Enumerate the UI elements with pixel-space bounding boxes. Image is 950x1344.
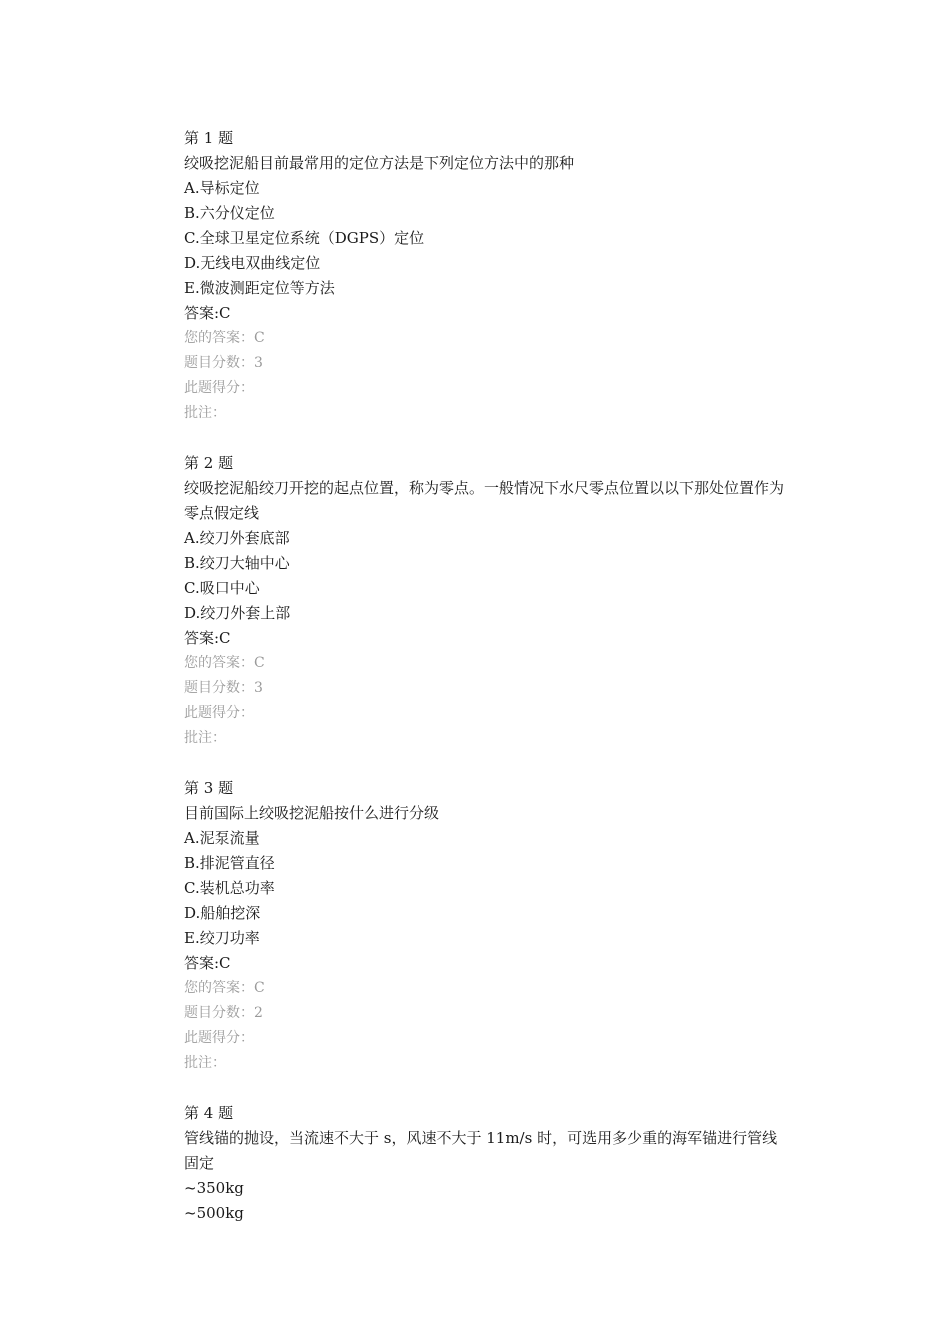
question-heading: 第 1 题: [184, 129, 234, 147]
option-b: B.排泥管直径: [184, 854, 275, 872]
question-comment: 批注：: [184, 730, 226, 746]
option-b: B.绞刀大轴中心: [184, 554, 290, 572]
question-score: 此题得分：: [184, 380, 254, 396]
question-4: [184, 1101, 784, 1226]
question-1: [184, 126, 784, 426]
your-answer: 您的答案：C: [184, 330, 265, 346]
question-heading: 第 2 题: [184, 454, 234, 472]
question-score: 此题得分：: [184, 705, 254, 721]
your-answer: 您的答案：C: [184, 655, 265, 671]
option-a: A.泥泵流量: [184, 829, 260, 847]
option-a: A.导标定位: [184, 179, 260, 197]
question-points: 题目分数：2: [184, 1005, 263, 1021]
question-2: [184, 451, 784, 751]
question-stem: 目前国际上绞吸挖泥船按什么进行分级: [184, 804, 440, 822]
option-e: E.微波测距定位等方法: [184, 279, 335, 297]
option-b: B.六分仪定位: [184, 204, 275, 222]
correct-answer: 答案:C: [184, 304, 231, 322]
question-heading: 第 4 题: [184, 1104, 234, 1122]
option-d: D.无线电双曲线定位: [184, 254, 321, 272]
option-e: E.绞刀功率: [184, 929, 260, 947]
question-3: [184, 776, 784, 1076]
question-score: 此题得分：: [184, 1030, 254, 1046]
your-answer: 您的答案：C: [184, 980, 265, 996]
correct-answer: 答案:C: [184, 629, 231, 647]
question-comment: 批注：: [184, 1055, 226, 1071]
question-stem: 管线锚的抛设，当流速不大于 s，风速不大于 11m/s 时，可选用多少重的海军锚进行管线固定: [184, 1129, 778, 1172]
correct-answer: 答案:C: [184, 954, 231, 972]
option-1: ~350kg: [184, 1179, 244, 1197]
question-stem: 绞吸挖泥船目前最常用的定位方法是下列定位方法中的那种: [184, 154, 575, 172]
option-d: D.绞刀外套上部: [184, 604, 291, 622]
option-d: D.船舶挖深: [184, 904, 261, 922]
question-points: 题目分数：3: [184, 355, 263, 371]
option-c: C.装机总功率: [184, 879, 275, 897]
question-points: 题目分数：3: [184, 680, 263, 696]
option-c: C.全球卫星定位系统（DGPS）定位: [184, 229, 425, 247]
option-a: A.绞刀外套底部: [184, 529, 290, 547]
question-heading: 第 3 题: [184, 779, 234, 797]
option-2: ~500kg: [184, 1204, 244, 1222]
question-stem: 绞吸挖泥船绞刀开挖的起点位置，称为零点。一般情况下水尺零点位置以以下那处位置作为零点假定线: [184, 479, 785, 522]
exam-document: [184, 126, 784, 1251]
question-comment: 批注：: [184, 405, 226, 421]
option-c: C.吸口中心: [184, 579, 260, 597]
